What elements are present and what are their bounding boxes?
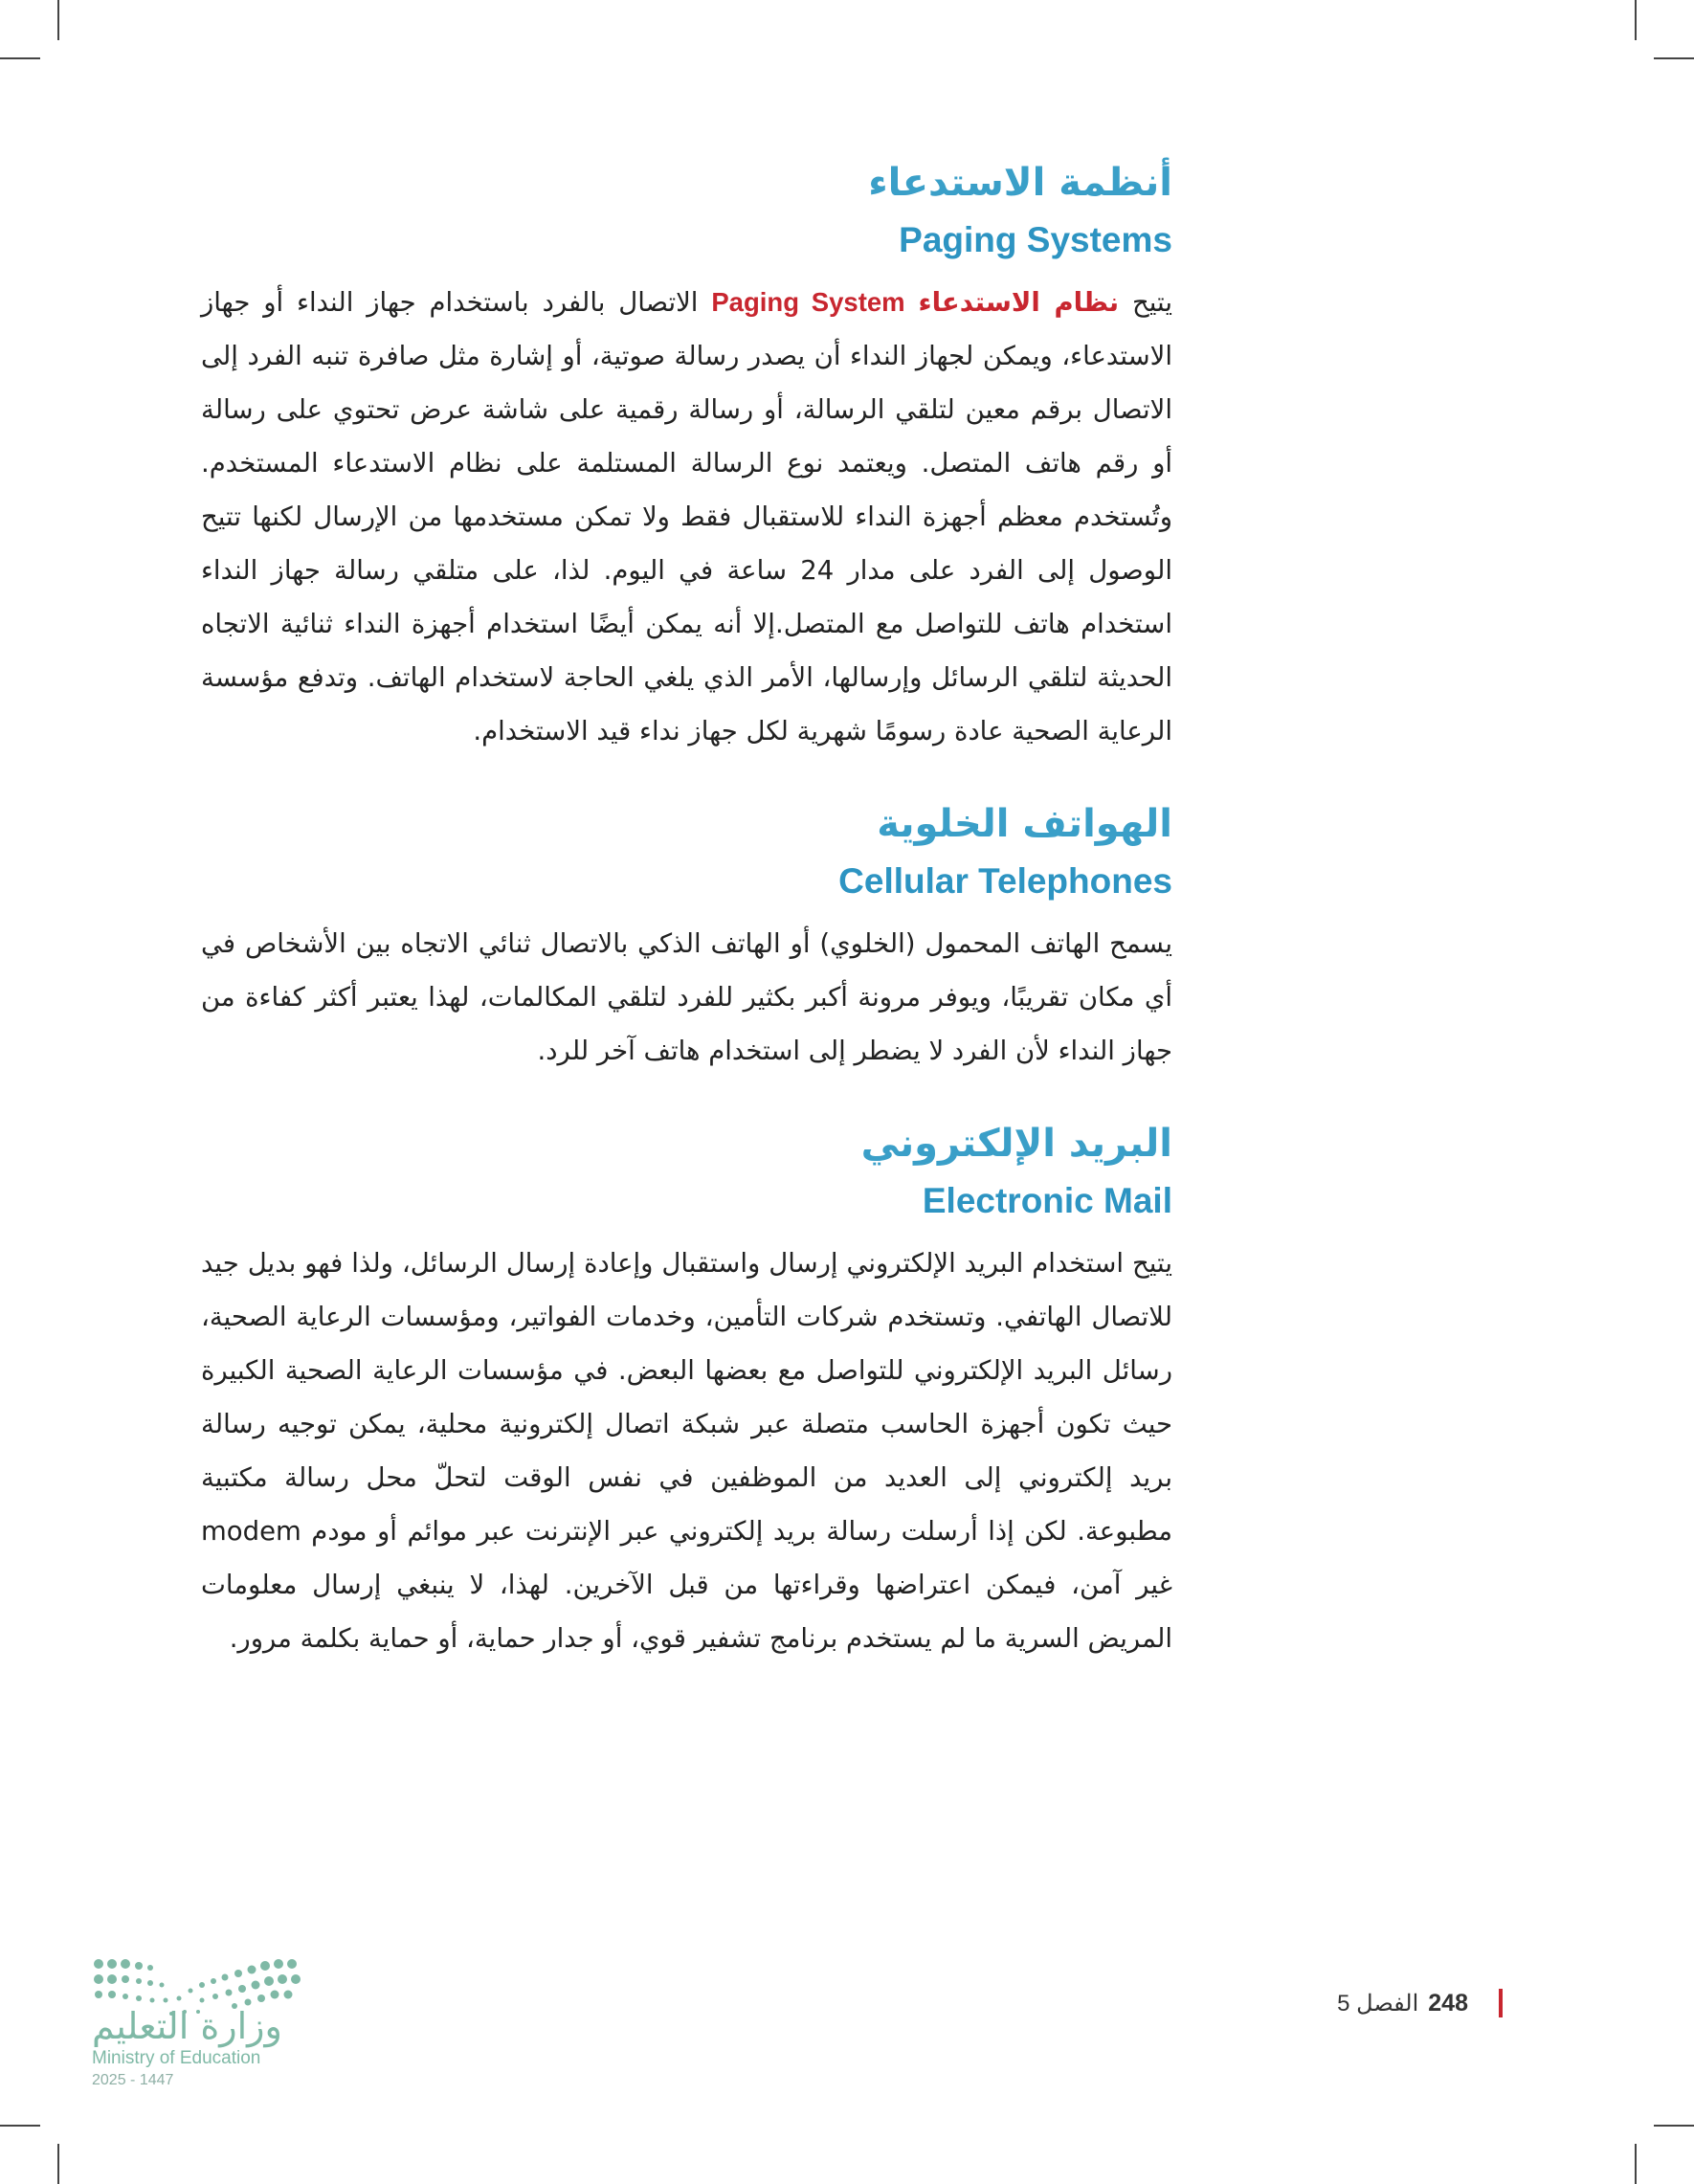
ministry-year: 2025 - 1447 bbox=[92, 2072, 174, 2088]
section-cellular-telephones bbox=[201, 794, 1172, 1078]
paragraph-start: يتيح bbox=[1119, 287, 1173, 318]
section-paging-systems bbox=[201, 153, 1172, 758]
page-number: 248 bbox=[1428, 1989, 1468, 2017]
highlight-term-ar: نظام الاستدعاء bbox=[918, 287, 1120, 318]
section-title-en: Paging Systems bbox=[899, 220, 1172, 259]
footer-divider bbox=[1499, 1989, 1503, 2017]
section-title-ar: البريد الإلكتروني bbox=[860, 1122, 1172, 1166]
crop-mark-top-left-h bbox=[0, 57, 40, 59]
page-content bbox=[201, 153, 1172, 1702]
section-paragraph: يسمح الهاتف المحمول (الخلوي) أو الهاتف الذكي بالاتصال ثنائي الاتجاه بين الأشخاص في أي مكان تقريبًا، ويوفر مرونة أكبر بكثير للفرد لتلقي المكالمات، لهذا يعتبر أكثر كفاءة من جهاز النداء لأن الفرد لا يضطر إلى استخدام هاتف آخر للرد. bbox=[201, 928, 1172, 1066]
highlight-term-en: Paging System bbox=[711, 287, 905, 317]
section-title-ar: الهواتف الخلوية bbox=[877, 802, 1172, 846]
crop-mark-bottom-right-v bbox=[1635, 2144, 1637, 2184]
crop-mark-top-left-v bbox=[57, 0, 59, 40]
section-paragraph: يتيح استخدام البريد الإلكتروني إرسال واستقبال وإعادة إرسال الرسائل، ولذا فهو بديل جيد للاتصال الهاتفي. وتستخدم شركات التأمين، وخدمات الفواتير، ومؤسسات الرعاية الصحية، رسائل البريد الإلكتروني للتواصل مع بعضها البعض. في مؤسسات الرعاية الصحية الكبيرة حيث تكون أجهزة الحاسب متصلة عبر شبكة اتصال إلكترونية محلية، يمكن توجيه رسالة بريد إلكتروني إلى العديد من الموظفين في نفس الوقت لتحلّ محل رسالة مكتبية مطبوعة. لكن إذا أرسلت رسالة بريد إلكتروني عبر الإنترنت عبر موائم أو مودم modem غير آمن، فيمكن اعتراضها وقراءتها من قبل الآخرين. لهذا، لا ينبغي إرسال معلومات المريض السرية ما لم يستخدم برنامج تشفير قوي، أو جدار حماية، أو حماية بكلمة مرور. bbox=[201, 1248, 1172, 1654]
section-paragraph bbox=[201, 276, 1172, 758]
ministry-name-ar: وزارة التعليم bbox=[92, 2005, 282, 2047]
section-electronic-mail bbox=[201, 1114, 1172, 1665]
paragraph-rest: الاتصال بالفرد باستخدام جهاز النداء أو جهاز الاستدعاء، ويمكن لجهاز النداء أن يصدر رسالة صوتية، أو إشارة مثل صافرة تنبه الفرد إلى الاتصال برقم معين لتلقي الرسالة، أو رسالة رقمية على شاشة عرض تحتوي على رسالة أو رقم هاتف المتصل. ويعتمد نوع الرسالة المستلمة على نظام الاستدعاء المستخدم. وتُستخدم معظم أجهزة النداء للاستقبال فقط ولا تمكن مستخدمها من الإرسال لكنها تتيح الوصول إلى الفرد على مدار 24 ساعة في اليوم. لذا، على متلقي رسالة جهاز النداء استخدام هاتف للتواصل مع المتصل.إلا أنه يمكن أيضًا استخدام أجهزة النداء ثنائية الاتجاه الحديثة لتلقي الرسائل وإرسالها، الأمر الذي يلغي الحاجة لاستخدام الهاتف. وتدفع مؤسسة الرعاية الصحية عادة رسومًا شهرية لكل جهاز نداء قيد الاستخدام. bbox=[201, 287, 1172, 747]
section-title-ar: أنظمة الاستدعاء bbox=[868, 161, 1172, 205]
chapter-label: الفصل 5 bbox=[1337, 1990, 1419, 2017]
ministry-name-en: Ministry of Education bbox=[92, 2048, 261, 2068]
crop-mark-bottom-left-v bbox=[57, 2144, 59, 2184]
crop-mark-top-right-v bbox=[1635, 0, 1637, 40]
section-title-en: Cellular Telephones bbox=[838, 861, 1172, 901]
crop-mark-bottom-left-h bbox=[0, 2125, 40, 2127]
page-footer bbox=[1337, 1989, 1503, 2017]
section-title-en: Electronic Mail bbox=[922, 1181, 1172, 1220]
crop-mark-bottom-right-h bbox=[1654, 2125, 1694, 2127]
crop-mark-top-right-h bbox=[1654, 57, 1694, 59]
